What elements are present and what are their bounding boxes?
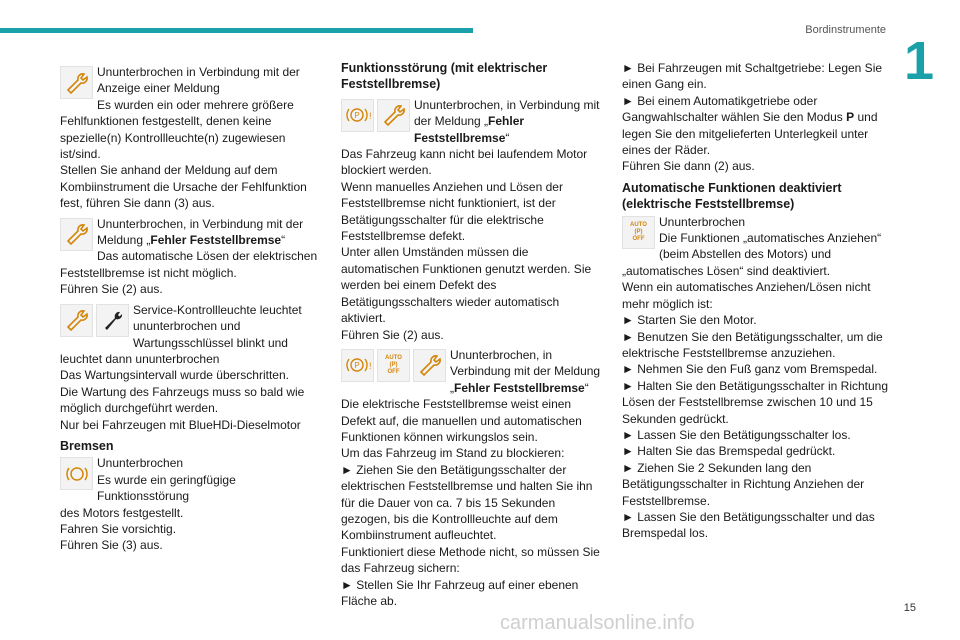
warning-block: Ununterbrochen in Verbindung mit der Anzeige einer Meldung Es wurden ein oder mehrere größere Fehlfunktionen festgestellt, denen keine spezielle(n) Kontrollleuchte(n) zugewiesen ist/sind. Stellen Sie anhand der Meldung auf dem Kombiinstrument die Ursache der Fehlfunktion fest, führen Sie dann (3) aus. <box>60 65 307 211</box>
brake-warning-icon <box>60 457 93 490</box>
service-warning-icon <box>377 99 410 132</box>
page-header-title: Bordinstrumente <box>805 24 886 36</box>
section-heading: Funktionsstörung (mit elektrischer Feststellbremse) <box>341 61 548 92</box>
parking-brake-fault-icon <box>341 99 374 132</box>
column-2 <box>341 60 603 609</box>
warning-block: AUTO (P) OFF Ununterbrochen Die Funktionen „automatisches Anziehen“ (beim Abstellen des Motors) und „automatisches Lösen“ sind deaktiviert. Wenn ein automatisches Anziehen/Lösen nicht mehr möglich ist: ► Starten Sie den Motor. ► Benutzen Sie den Betätigungsschalter, um die elektrische Feststellbremse anzuziehen. ► Nehmen Sie den Fuß ganz vom Bremspedal. ► Halten Sie den Betätigungsschalter in Richtung Lösen der Feststellbremse zwischen 10 und 15 Sekunden gedrückt. ► Lassen Sie den Betätigungsschalter los. ► Halten Sie das Bremspedal gedrückt. ► Ziehen Sie 2 Sekunden lang den Betätigungsschalter in Richtung Anziehen der Feststellbremse. ► Lassen Sie den Betätigungsschalter und das Bremspedal los. <box>622 214 889 541</box>
warning-block: Ununterbrochen, in Verbindung mit der Meldung „Fehler Feststellbremse“ Das automatische Lösen der elektrischen Feststellbremse ist nicht möglich. Führen Sie (2) aus. <box>60 216 318 297</box>
auto-off-icon: AUTO (P) OFF <box>377 349 410 382</box>
chapter-number: 1 <box>904 31 935 91</box>
svg-text:P: P <box>353 361 360 371</box>
svg-text:!: ! <box>368 361 372 372</box>
svg-text:P: P <box>353 111 360 121</box>
watermark: carmanualsonline.info <box>500 612 695 634</box>
warning-block: P ! Ununterbrochen, in Verbindung mit der Meldung „Fehler Feststellbremse“ Das Fahrzeug kann nicht bei laufendem Motor blockiert werden. Wenn manuelles Anziehen und Lösen der Feststellbremse nicht funktioniert, ist der Betätigungsschalter für die elektrische Feststellbremse defekt. Unter allen Umständen müssen die automatischen Funktionen genutzt werden. Sie werden bei einem Defekt des Betätigungsschalters wieder automatisch aktiviert. Führen Sie (2) aus. <box>341 97 600 342</box>
header-accent-bar <box>0 28 473 33</box>
service-warning-icon <box>60 304 93 337</box>
warning-block: Service-Kontrollleuchte leuchtet ununterbrochen und Wartungsschlüssel blinkt und leuchtet dann ununterbrochen Das Wartungsintervall wurde überschritten. Die Wartung des Fahrzeugs muss so bald wie möglich durchgeführt werden. Nur bei Fahrzeugen mit BlueHDi-Dieselmotor <box>60 302 305 432</box>
page-number: 15 <box>903 602 916 614</box>
warning-block: Ununterbrochen Es wurde ein geringfügige Funktionsstörung des Motors festgestellt. Fahren Sie vorsichtig. Führen Sie (3) aus. <box>60 456 236 553</box>
service-warning-icon <box>60 66 93 99</box>
wrench-icon <box>96 304 129 337</box>
service-warning-icon <box>60 218 93 251</box>
auto-off-icon: AUTO (P) OFF <box>622 216 655 249</box>
section-heading: Bremsen <box>60 438 114 453</box>
service-warning-icon <box>413 349 446 382</box>
warning-block: P ! AUTO (P) OFF Ununterbrochen, in Verbindung mit der Meldung „Fehler Feststellbremse“ Die elektrische Feststellbremse weist einen Defekt auf, die manuellen und automatischen Funktionen können wirkungslos sein. Um das Fahrzeug im Stand zu blockieren: ► Ziehen Sie den Betätigungsschalter der elektrischen Feststellbremse und halten Sie ihn für die Dauer von ca. 7 bis 15 Sekunden gezogen, bis die Kontrollleuchte auf dem Kombiinstrument aufleuchtet. Funktioniert diese Methode nicht, so müssen Sie das Fahrzeug sichern: ► Stellen Sie Ihr Fahrzeug auf einer ebenen Fläche ab. <box>341 347 601 608</box>
svg-text:!: ! <box>368 111 372 122</box>
parking-brake-fault-icon <box>341 349 374 382</box>
column-3: ► Bei Fahrzeugen mit Schaltgetriebe: Legen Sie einen Gang ein. ► Bei einem Automatikgetriebe oder Gangwahlschalter wählen Sie den Modus P und legen Sie den mitgelieferten Unterlegkeil unter eines der Räder. Führen Sie dann (2) aus. Automatische Funktionen deaktiviert (elektrische Feststellbremse) AUTO (P) OFF Ununterbrochen Die Funktionen „automatisches Anziehen“ (beim Abstellen des Motors) und „automatisches Lösen“ sind deaktiviert. Wenn ein automatisches Anziehen/Lösen nicht mehr möglich ist: ► Starten Sie den Motor. ► Benutzen Sie den Betätigungsschalter, um die elektrische Feststellbremse anzuziehen. ► Nehmen Sie den Fuß ganz vom Bremspedal. ► Halten Sie den Betätigungsschalter in Richtung Lösen der Feststellbremse zwischen 10 und 15 Sekunden gedrückt. ► Lassen Sie den Betätigungsschalter los. ► Halten Sie das Bremspedal gedrückt. ► Ziehen Sie 2 Sekunden lang den Betätigungsschalter in Richtung Anziehen der Feststellbremse. ► Lassen Sie den Betätigungsschalter und das Bremspedal los. <box>622 61 889 541</box>
section-heading: Automatische Funktionen deaktiviert (elektrische Feststellbremse) <box>622 180 842 212</box>
column-1 <box>60 60 322 554</box>
